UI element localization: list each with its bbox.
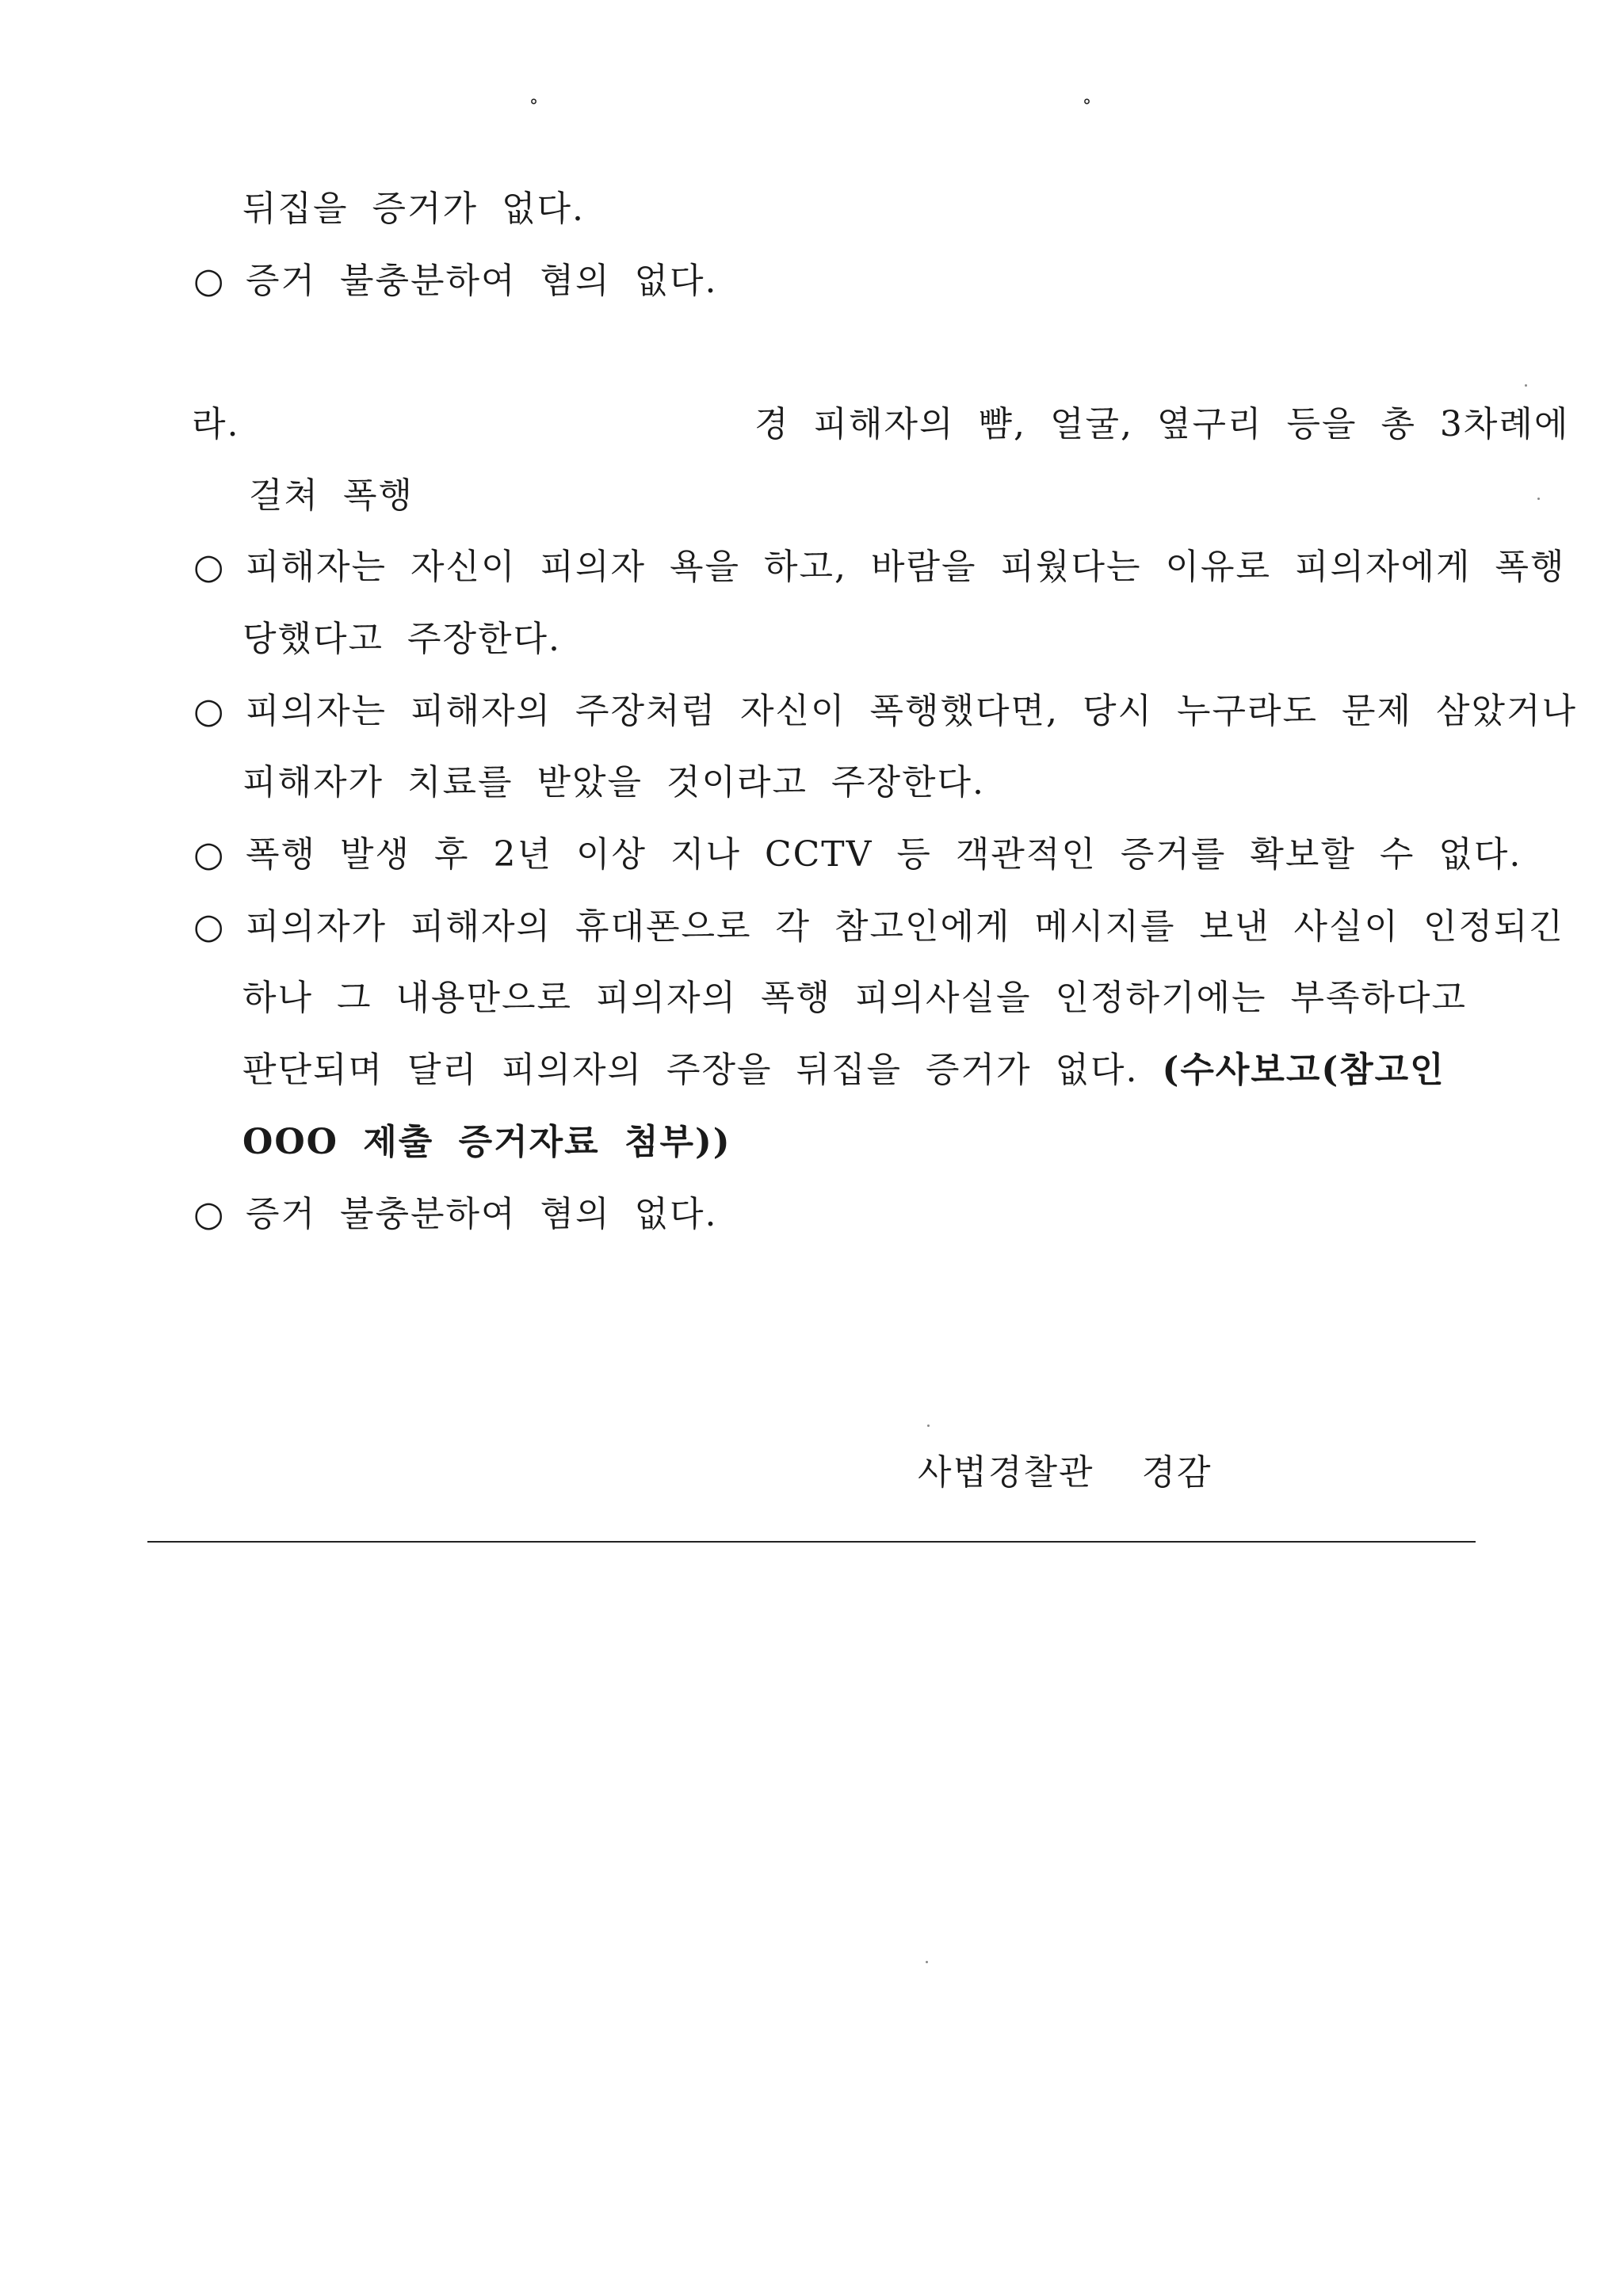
bullet-circle-icon: ○ [193, 547, 226, 587]
bullet-circle-icon: ○ [193, 1194, 226, 1234]
scan-mark-left: ° [529, 97, 538, 116]
bullet-circle-icon: ○ [193, 261, 226, 301]
list-item-text: 피의자는 피해자의 주장처럼 자신이 폭행했다면, 당시 누구라도 문제 삼았거나 [246, 691, 1578, 731]
signature-block [918, 1452, 1212, 1493]
signature-title: 사법경찰관 [918, 1452, 1094, 1493]
section-heading: 경 피해자의 뺨, 얼굴, 옆구리 등을 총 3차례에 [754, 404, 1570, 444]
scan-mark-right: ° [1083, 97, 1091, 116]
scan-speck [926, 1961, 928, 1963]
list-item-text: 증거 불충분하여 혐의 없다. [246, 1194, 718, 1234]
list-item-text: 피의자가 피해자의 휴대폰으로 각 참고인에게 메시지를 보낸 사실이 인정되긴 [246, 906, 1565, 947]
section-label: 라. [192, 404, 240, 444]
list-item-continuation [242, 1050, 1445, 1090]
prev-section-conclusion [193, 261, 718, 301]
list-item-text: 판단되며 달리 피의자의 주장을 뒤집을 증거가 없다. [242, 1050, 1139, 1090]
prev-section-line: 뒤집을 증거가 없다. [242, 189, 585, 229]
signature-rank: 경감 [1141, 1452, 1212, 1493]
evidence-reference: (수사보고(참고인 [1162, 1050, 1445, 1090]
list-item-suspect-claim [193, 691, 1578, 731]
horizontal-rule [147, 1541, 1476, 1543]
scan-speck [1525, 384, 1527, 387]
list-item-text: 피해자는 자신이 피의자 욕을 하고, 바람을 피웠다는 이유로 피의자에게 폭행 [246, 547, 1566, 587]
list-item-continuation: 피해자가 치료를 받았을 것이라고 주장한다. [242, 762, 986, 803]
list-item-message-fact [193, 906, 1565, 947]
scan-speck [927, 1425, 930, 1427]
list-item-conclusion [193, 1194, 718, 1234]
section-heading-continued: 걸쳐 폭행 [249, 475, 414, 516]
bullet-circle-icon: ○ [193, 834, 226, 875]
list-item-text: 폭행 발생 후 2년 이상 지나 CCTV 등 객관적인 증거를 확보할 수 없다. [246, 834, 1522, 875]
list-item-no-evidence [193, 834, 1522, 875]
list-item-continuation: 하나 그 내용만으로 피의자의 폭행 피의사실을 인정하기에는 부족하다고 [242, 978, 1468, 1018]
prev-conclusion-text: 증거 불충분하여 혐의 없다. [246, 261, 718, 301]
list-item-victim-claim [193, 547, 1566, 587]
bullet-circle-icon: ○ [193, 906, 226, 947]
bullet-circle-icon: ○ [193, 691, 226, 731]
list-item-continuation: 당했다고 주장한다. [242, 619, 562, 659]
evidence-reference-continued: OOO 제출 증거자료 첨부)) [242, 1122, 731, 1162]
scan-speck [1537, 498, 1540, 500]
